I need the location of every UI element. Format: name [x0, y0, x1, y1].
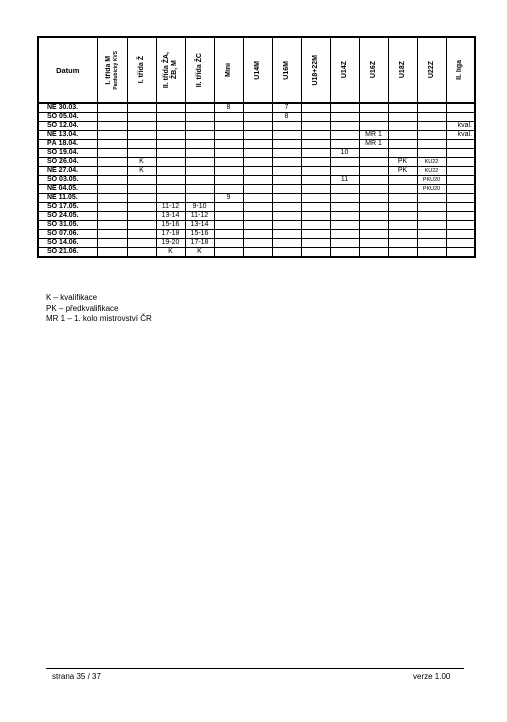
table-cell — [446, 248, 475, 258]
table-cell — [359, 221, 388, 230]
table-cell — [359, 158, 388, 167]
table-cell: MR 1 — [359, 131, 388, 140]
table-cell — [388, 103, 417, 113]
table-cell — [185, 194, 214, 203]
table-cell — [97, 158, 127, 167]
table-cell — [359, 230, 388, 239]
table-cell: KU22 — [417, 158, 446, 167]
column-header-label: II. třída ŽC — [195, 52, 203, 88]
table-cell: 7 — [272, 103, 301, 113]
table-cell — [243, 185, 272, 194]
table-cell — [417, 122, 446, 131]
table-cell: K — [127, 158, 156, 167]
column-header-label: U18+22M — [311, 54, 319, 86]
table-cell — [97, 212, 127, 221]
table-cell — [156, 158, 185, 167]
table-cell — [272, 167, 301, 176]
table-cell — [330, 248, 359, 258]
column-header-label: U16M — [282, 60, 290, 80]
column-header — [243, 37, 272, 103]
table-cell — [388, 194, 417, 203]
table-cell — [243, 203, 272, 212]
date-cell: SO 31.05. — [38, 221, 97, 230]
column-header-label: U14Z — [340, 61, 348, 79]
table-cell — [127, 113, 156, 122]
table-cell: 9-10 — [185, 203, 214, 212]
table-cell — [97, 221, 127, 230]
table-cell — [243, 194, 272, 203]
date-cell: NE 04.05. — [38, 185, 97, 194]
table-cell — [214, 113, 243, 122]
table-cell — [330, 158, 359, 167]
table-cell: 19-20 — [156, 239, 185, 248]
table-cell — [330, 239, 359, 248]
table-cell — [330, 167, 359, 176]
column-header-label: II. třída ŽA, — [162, 51, 170, 89]
date-cell: NE 27.04. — [38, 167, 97, 176]
table-cell — [301, 149, 330, 158]
table-cell — [185, 185, 214, 194]
table-cell: 17-18 — [185, 239, 214, 248]
table-cell — [417, 230, 446, 239]
table-cell — [272, 185, 301, 194]
table-cell — [388, 239, 417, 248]
table-row — [38, 203, 475, 212]
table-cell — [156, 131, 185, 140]
document-version: verze 1.00 — [413, 672, 451, 681]
table-cell — [330, 212, 359, 221]
table-cell — [214, 212, 243, 221]
table-cell: kval. — [446, 131, 475, 140]
table-cell: PK — [388, 158, 417, 167]
column-header-label: U16Z — [369, 61, 377, 79]
table-row — [38, 239, 475, 248]
table-cell — [301, 230, 330, 239]
table-cell — [417, 103, 446, 113]
table-cell: PK — [388, 167, 417, 176]
table-cell — [301, 103, 330, 113]
table-cell — [330, 185, 359, 194]
table-cell — [127, 203, 156, 212]
table-cell — [185, 122, 214, 131]
header-row — [38, 37, 475, 103]
table-cell: 11-12 — [156, 203, 185, 212]
table-cell — [330, 113, 359, 122]
table-cell — [127, 140, 156, 149]
table-cell — [214, 221, 243, 230]
column-header — [156, 37, 185, 103]
table-cell — [214, 158, 243, 167]
schedule-table — [37, 36, 476, 258]
table-cell — [446, 103, 475, 113]
table-cell — [243, 167, 272, 176]
column-header-label: I. třída Ž — [137, 56, 145, 84]
date-cell: NE 30.03. — [38, 103, 97, 113]
table-row — [38, 212, 475, 221]
table-cell — [330, 122, 359, 131]
table-cell: 13-14 — [185, 221, 214, 230]
column-header — [330, 37, 359, 103]
table-cell: KU22 — [417, 167, 446, 176]
table-cell — [185, 167, 214, 176]
table-cell — [214, 185, 243, 194]
table-row — [38, 176, 475, 185]
table-cell — [446, 221, 475, 230]
table-cell: 13-14 — [156, 212, 185, 221]
table-cell — [330, 194, 359, 203]
date-cell: SO 07.06. — [38, 230, 97, 239]
table-cell — [97, 203, 127, 212]
table-cell — [446, 212, 475, 221]
table-cell — [97, 122, 127, 131]
table-cell: 15-16 — [156, 221, 185, 230]
table-cell — [388, 185, 417, 194]
date-cell: SO 05.04. — [38, 113, 97, 122]
table-cell — [97, 131, 127, 140]
table-cell: MR 1 — [359, 140, 388, 149]
table-cell — [446, 176, 475, 185]
table-cell — [127, 176, 156, 185]
table-row — [38, 122, 475, 131]
table-cell — [243, 221, 272, 230]
table-cell — [359, 239, 388, 248]
table-cell — [185, 176, 214, 185]
table-cell — [301, 185, 330, 194]
page-number: strana 35 / 37 — [52, 672, 101, 681]
table-cell — [388, 248, 417, 258]
table-cell — [127, 221, 156, 230]
table-cell — [127, 122, 156, 131]
table-cell — [156, 167, 185, 176]
table-cell — [446, 203, 475, 212]
table-cell — [272, 176, 301, 185]
table-cell: K — [127, 167, 156, 176]
table-cell — [243, 149, 272, 158]
table-cell — [388, 122, 417, 131]
table-cell — [301, 158, 330, 167]
table-cell — [127, 239, 156, 248]
date-cell: NE 13.04. — [38, 131, 97, 140]
table-cell — [446, 239, 475, 248]
table-cell — [417, 113, 446, 122]
table-cell — [127, 248, 156, 258]
date-cell: SO 21.06. — [38, 248, 97, 258]
table-row — [38, 113, 475, 122]
table-cell — [156, 140, 185, 149]
table-cell — [97, 230, 127, 239]
date-cell: SO 19.04. — [38, 149, 97, 158]
table-cell — [272, 122, 301, 131]
table-cell — [388, 149, 417, 158]
table-cell — [97, 167, 127, 176]
table-cell: 8 — [214, 103, 243, 113]
table-cell — [214, 140, 243, 149]
table-cell — [446, 140, 475, 149]
table-cell — [185, 149, 214, 158]
table-cell — [97, 176, 127, 185]
table-cell — [301, 239, 330, 248]
table-cell — [243, 176, 272, 185]
table-cell — [214, 176, 243, 185]
table-cell — [301, 248, 330, 258]
table-cell — [301, 194, 330, 203]
table-cell: 8 — [272, 113, 301, 122]
table-cell — [359, 185, 388, 194]
table-cell: kval. — [446, 122, 475, 131]
date-cell: SO 24.05. — [38, 212, 97, 221]
table-cell — [156, 185, 185, 194]
table-cell — [97, 149, 127, 158]
table-cell — [243, 131, 272, 140]
table-cell — [446, 230, 475, 239]
table-cell — [214, 149, 243, 158]
table-cell — [330, 203, 359, 212]
table-cell — [388, 230, 417, 239]
table-cell — [359, 113, 388, 122]
table-cell: 15-16 — [185, 230, 214, 239]
table-cell — [388, 113, 417, 122]
table-cell — [359, 248, 388, 258]
table-cell: PKU20 — [417, 176, 446, 185]
date-cell: SO 14.06. — [38, 239, 97, 248]
table-row — [38, 167, 475, 176]
table-row — [38, 194, 475, 203]
table-cell — [243, 103, 272, 113]
date-cell: SO 12.04. — [38, 122, 97, 131]
table-cell: PKU20 — [417, 185, 446, 194]
table-cell — [417, 131, 446, 140]
column-header-label: Pardubický KVS — [113, 50, 119, 90]
column-header — [214, 37, 243, 103]
table-cell — [301, 203, 330, 212]
table-cell — [97, 140, 127, 149]
table-cell — [156, 103, 185, 113]
table-cell — [388, 140, 417, 149]
column-header — [446, 37, 475, 103]
table-cell — [301, 212, 330, 221]
table-cell — [243, 122, 272, 131]
table-cell — [214, 248, 243, 258]
column-header-date — [38, 37, 97, 103]
table-cell — [272, 131, 301, 140]
column-header-label: Mini — [224, 63, 232, 77]
table-cell: 11 — [330, 176, 359, 185]
legend — [46, 293, 152, 325]
table-cell — [301, 167, 330, 176]
table-cell — [359, 212, 388, 221]
column-header — [97, 37, 127, 103]
table-cell — [417, 212, 446, 221]
footer-divider — [46, 668, 464, 669]
table-cell — [214, 239, 243, 248]
table-cell — [214, 167, 243, 176]
table-cell — [156, 113, 185, 122]
table-cell — [301, 113, 330, 122]
table-cell — [97, 113, 127, 122]
table-cell — [127, 149, 156, 158]
table-row — [38, 131, 475, 140]
table-row — [38, 149, 475, 158]
table-cell — [388, 212, 417, 221]
table-row — [38, 221, 475, 230]
column-header-label: U18Z — [398, 61, 406, 79]
table-cell — [301, 221, 330, 230]
table-cell: 9 — [214, 194, 243, 203]
table-cell: K — [185, 248, 214, 258]
table-cell — [330, 230, 359, 239]
table-cell: 17-18 — [156, 230, 185, 239]
table-cell: K — [156, 248, 185, 258]
table-cell — [127, 212, 156, 221]
table-cell — [272, 230, 301, 239]
table-cell — [127, 131, 156, 140]
table-cell — [214, 131, 243, 140]
table-cell — [127, 185, 156, 194]
table-cell — [127, 230, 156, 239]
table-cell — [243, 212, 272, 221]
table-cell — [417, 140, 446, 149]
table-body — [38, 103, 475, 257]
column-header — [417, 37, 446, 103]
table-cell — [446, 113, 475, 122]
table-cell — [301, 176, 330, 185]
table-cell — [417, 221, 446, 230]
table-row — [38, 103, 475, 113]
table-cell — [301, 131, 330, 140]
column-header — [185, 37, 214, 103]
table-cell — [156, 122, 185, 131]
legend-item-championship-round: MR 1 – 1. kolo mistrovství ČR — [46, 314, 152, 323]
table-cell — [359, 167, 388, 176]
date-cell: SO 17.05. — [38, 203, 97, 212]
table-cell — [185, 103, 214, 113]
table-cell — [272, 221, 301, 230]
table-cell — [388, 203, 417, 212]
column-header — [127, 37, 156, 103]
table-cell — [243, 239, 272, 248]
table-cell — [330, 103, 359, 113]
table-cell — [388, 176, 417, 185]
table-cell — [97, 194, 127, 203]
table-cell — [214, 122, 243, 131]
table-cell — [185, 131, 214, 140]
column-header-label: ŽB, M — [170, 60, 178, 80]
table-cell — [214, 230, 243, 239]
table-cell — [417, 248, 446, 258]
table-cell — [97, 103, 127, 113]
table-cell — [127, 103, 156, 113]
table-cell — [272, 203, 301, 212]
table-cell — [97, 185, 127, 194]
table-cell — [185, 140, 214, 149]
table-cell — [388, 131, 417, 140]
table-cell — [330, 131, 359, 140]
table-cell — [301, 140, 330, 149]
table-cell — [417, 203, 446, 212]
table-cell — [417, 149, 446, 158]
table-cell — [243, 248, 272, 258]
table-cell — [359, 149, 388, 158]
legend-item-prequalification: PK – předkvalifikace — [46, 303, 119, 313]
table-cell — [446, 194, 475, 203]
table-cell — [243, 113, 272, 122]
table-cell — [97, 248, 127, 258]
column-header — [359, 37, 388, 103]
date-cell: SO 26.04. — [38, 158, 97, 167]
column-header-label: Datum — [56, 65, 80, 75]
table-cell — [127, 194, 156, 203]
table-row — [38, 248, 475, 258]
table-cell — [156, 176, 185, 185]
table-row — [38, 140, 475, 149]
table-cell — [330, 221, 359, 230]
table-cell — [185, 113, 214, 122]
column-header — [301, 37, 330, 103]
table-cell — [359, 122, 388, 131]
table-row — [38, 185, 475, 194]
table-cell — [272, 140, 301, 149]
table-cell — [272, 194, 301, 203]
table-cell — [97, 239, 127, 248]
table-cell: 10 — [330, 149, 359, 158]
table-cell — [359, 176, 388, 185]
table-cell — [359, 103, 388, 113]
table-cell — [446, 185, 475, 194]
table-cell — [446, 158, 475, 167]
table-cell — [359, 194, 388, 203]
table-cell — [272, 158, 301, 167]
table-cell — [359, 203, 388, 212]
table-row — [38, 230, 475, 239]
date-cell: PÁ 18.04. — [38, 140, 97, 149]
table-cell — [272, 149, 301, 158]
column-header-label: U14M — [253, 60, 261, 80]
table-cell: 11-12 — [185, 212, 214, 221]
column-header-label: I. třída M — [105, 55, 112, 85]
table-cell — [272, 248, 301, 258]
legend-item-qualification: K – kvalifikace — [46, 293, 98, 302]
table-cell — [330, 140, 359, 149]
table-cell — [301, 122, 330, 131]
table-cell — [156, 194, 185, 203]
table-cell — [388, 221, 417, 230]
table-cell — [417, 239, 446, 248]
table-cell — [417, 194, 446, 203]
table-cell — [156, 149, 185, 158]
table-row — [38, 158, 475, 167]
date-cell: NE 11.05. — [38, 194, 97, 203]
table-cell — [272, 212, 301, 221]
table-cell — [243, 158, 272, 167]
table-cell — [446, 149, 475, 158]
date-cell: SO 03.05. — [38, 176, 97, 185]
column-header-label: II. liga — [456, 60, 464, 80]
table-cell — [243, 140, 272, 149]
table-cell — [272, 239, 301, 248]
table-cell — [446, 167, 475, 176]
table-cell — [214, 203, 243, 212]
column-header — [272, 37, 301, 103]
column-header-label: U22Z — [427, 61, 435, 79]
table-cell — [185, 158, 214, 167]
table-cell — [243, 230, 272, 239]
column-header — [388, 37, 417, 103]
